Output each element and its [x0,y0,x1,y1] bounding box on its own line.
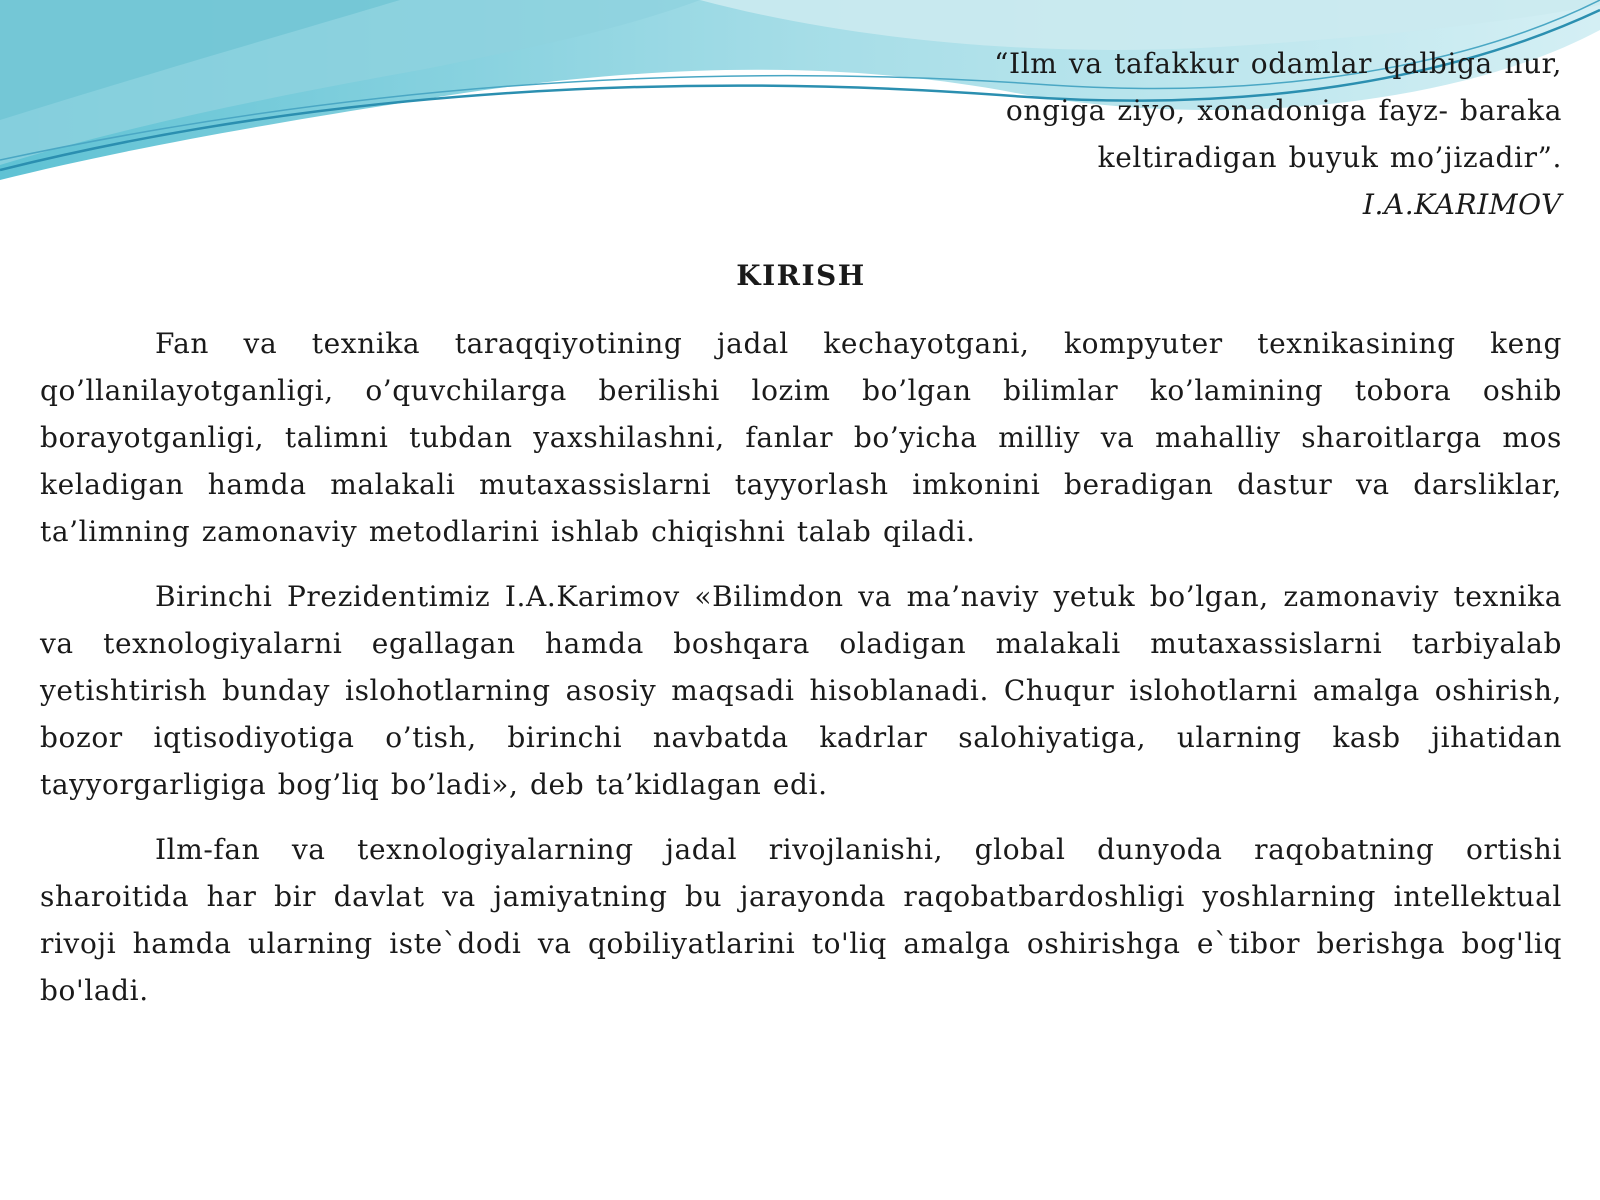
paragraph-1: Fan va texnika taraqqiyotining jadal kechayotgani, kompyuter texnikasining keng qo’llanilayotganligi, o’quvchilarga berilishi lozim bo’lgan bilimlar ko’lamining tobora oshib borayotganligi, talimni tubdan yaxshilashni, fanlar bo’yicha milliy va mahalliy sharoitlarga mos keladigan hamda malakali mutaxassislarni tayyorlash imkonini beradigan dastur va darsliklar, ta’limning zamonaviy metodlarini ishlab chiqishni talab qiladi. [40,327,1562,548]
section-heading: KIRISH [736,259,866,292]
epigraph-author: I.A.KARIMOV [1362,188,1562,221]
epigraph-line-2: ongiga ziyo, xonadoniga fayz- baraka [1005,94,1562,127]
document-body [40,40,1562,1032]
epigraph [40,40,1562,228]
paragraph-3: Ilm-fan va texnologiyalarning jadal rivojlanishi, global dunyoda raqobatning ortishi sharoitida har bir davlat va jamiyatning bu jarayonda raqobatbardoshligi yoshlarning intellektual rivoji hamda ularning iste`dodi va qobiliyatlarini to'liq amalga oshirishga e`tibor berishga bog'liq bo'ladi. [40,833,1562,1007]
epigraph-line-1: “Ilm va tafakkur odamlar qalbiga nur, [994,47,1562,80]
paragraph-2: Birinchi Prezidentimiz I.A.Karimov «Bilimdon va ma’naviy yetuk bo’lgan, zamonaviy texnika va texnologiyalarni egallagan hamda boshqara oladigan malakali mutaxassislarni tarbiyalab yetishtirish bunday islohotlarning asosiy maqsadi hisoblanadi. Chuqur islohotlarni amalga oshirish, bozor iqtisodiyotiga o’tish, birinchi navbatda kadrlar salohiyatiga, ularning kasb jihatidan tayyorgarligiga bog’liq bo’ladi», deb ta’kidlagan edi. [40,580,1562,801]
epigraph-line-3: keltiradigan buyuk mo’jizadir”. [1097,141,1562,174]
